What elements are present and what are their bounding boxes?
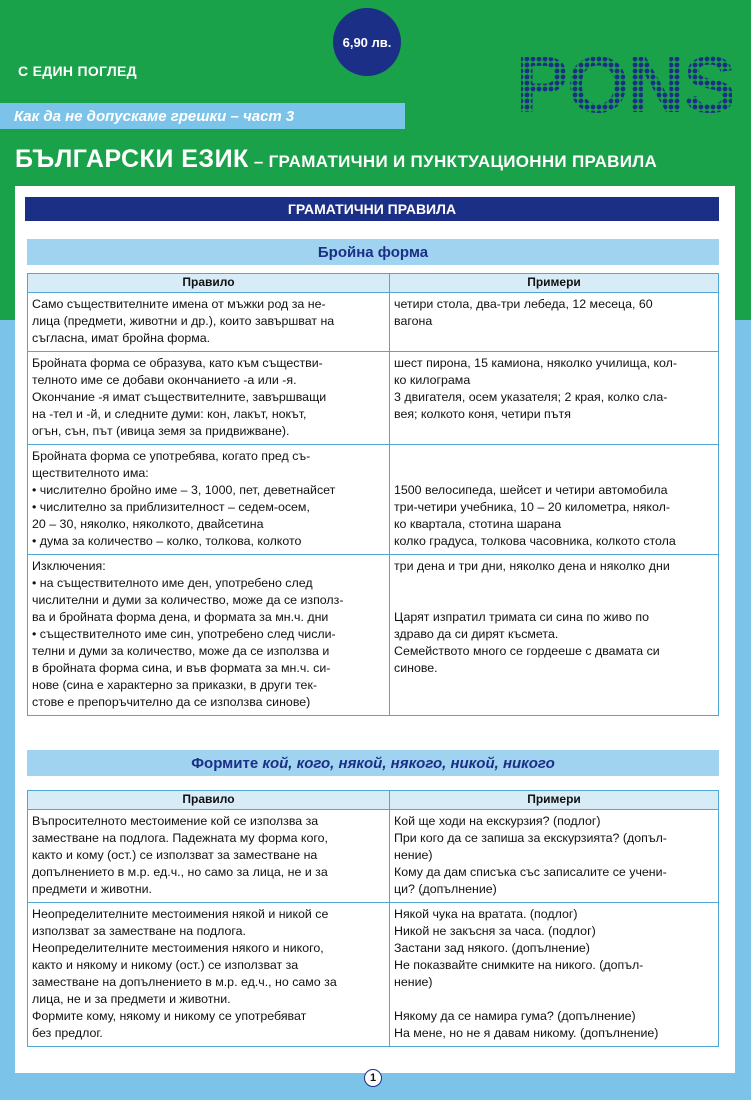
rule-line: • числително бройно име – 3, 1000, пет, деветнайсет [32, 483, 336, 497]
rule-line: Въпросителното местоимение кой се използва за [32, 814, 319, 828]
example-line: Не показвайте снимките на никого. (допъл- [394, 958, 644, 972]
rule-line: огън, сън, път (ивица земя за придвижване). [32, 424, 290, 438]
example-line: 1500 велосипеда, шейсет и четири автомобила [394, 483, 668, 497]
examples-cell [390, 810, 719, 903]
example-line: Някой чука на вратата. (подлог) [394, 907, 578, 921]
examples-cell [390, 555, 719, 716]
example-line: колко градуса, толкова часовника, колкото стола [394, 534, 676, 548]
rule-line: заместване на допълнението в м.р. ед.ч., но само за [32, 975, 337, 989]
rule-line: телни и думи за количество, може да се използва и [32, 644, 330, 658]
example-line [394, 575, 714, 592]
table1-heading: Бройна форма [27, 239, 719, 265]
example-line [394, 465, 714, 482]
table2-heading-forms: кой, кого, някой, някого, никой, никого [262, 754, 555, 772]
example-line: Кой ще ходи на екскурзия? (подлог) [394, 814, 601, 828]
rule-line: както и кому (ост.) се използват за заместване на [32, 848, 318, 862]
column-header-examples: Примери [390, 274, 719, 293]
rule-line: Бройната форма се употребява, когато пред съ- [32, 449, 311, 463]
example-line: Някому да се намира гума? (допълнение) [394, 1009, 636, 1023]
table-header-row [28, 791, 719, 810]
example-line: ко килограма [394, 373, 471, 387]
example-line: три дена и три дни, няколко дена и няколко дни [394, 559, 670, 573]
example-line: три-четири учебника, 10 – 20 километра, някол- [394, 500, 670, 514]
section-heading: ГРАМАТИЧНИ ПРАВИЛА [25, 197, 719, 221]
rule-cell [28, 352, 390, 445]
pons-logo-dots [518, 50, 732, 118]
example-line: четири стола, два-три лебеда, 12 месеца, 60 [394, 297, 653, 311]
example-line: При кого да се запиша за екскурзията? (допъл- [394, 831, 667, 845]
example-line: На мене, но не я давам никому. (допълнение) [394, 1026, 659, 1040]
column-header-rule: Правило [28, 791, 390, 810]
page-title-sub: – ГРАМАТИЧНИ И ПУНКТУАЦИОННИ ПРАВИЛА [248, 152, 658, 171]
example-line: синове. [394, 661, 438, 675]
table-row [28, 352, 719, 445]
example-line: Царят изпратил тримата си сина по живо по [394, 610, 649, 624]
rule-line: използват за заместване на подлога. [32, 924, 246, 938]
rule-line: както и някому и никому (ост.) се използват за [32, 958, 299, 972]
example-line [394, 991, 714, 1008]
rule-line: Изключения: [32, 559, 106, 573]
rule-line: съгласна, имат бройна форма. [32, 331, 211, 345]
example-line [394, 592, 714, 609]
rule-line: ва и бройната форма дена, и формата за мн.ч. дни [32, 610, 329, 624]
series-label: С ЕДИН ПОГЛЕД [18, 63, 137, 79]
rule-line: в бройната форма сина, и във формата за мн.ч. си- [32, 661, 331, 675]
rule-line: числителни и думи за количество, може да се използ- [32, 593, 344, 607]
rule-line: • на съществителното име ден, употребено след [32, 576, 313, 590]
table-row [28, 555, 719, 716]
rule-line: заместване на подлога. Падежната му форма кого, [32, 831, 328, 845]
rule-cell [28, 903, 390, 1047]
rule-line: Неопределителните местоимения някой и никой се [32, 907, 329, 921]
example-line: Семейството много се гордееше с двамата си [394, 644, 660, 658]
price-badge: 6,90 лв. [333, 8, 401, 76]
rule-line: лица, не и за предмети и животни. [32, 992, 231, 1006]
rule-line: 20 – 30, няколко, няколкото, двайсетина [32, 517, 264, 531]
table-row [28, 445, 719, 555]
table-counting-form [27, 273, 719, 716]
page-number: 1 [364, 1069, 382, 1087]
example-line: ци? (допълнение) [394, 882, 497, 896]
example-line: Никой не закъсня за часа. (подлог) [394, 924, 596, 938]
rule-line: Неопределителните местоимения някого и никого, [32, 941, 324, 955]
table2-heading [27, 750, 719, 776]
rule-line: • числително за приблизителност – седем-осем, [32, 500, 310, 514]
example-line: вагона [394, 314, 433, 328]
table-row [28, 293, 719, 352]
rule-cell [28, 810, 390, 903]
example-line: ко квартала, стотина шарана [394, 517, 562, 531]
rule-line: предмети и животни. [32, 882, 153, 896]
example-line: Кому да дам списъка със записалите се учени- [394, 865, 667, 879]
rule-line: нове (сина е характерно за приказки, в други тек- [32, 678, 317, 692]
rule-cell [28, 555, 390, 716]
rule-line: на -тел и -й, и следните думи: кон, лакът, нокът, [32, 407, 307, 421]
example-line: вея; колкото коня, четири пътя [394, 407, 571, 421]
examples-cell [390, 352, 719, 445]
example-line [394, 448, 714, 465]
example-line: Застани зад някого. (допълнение) [394, 941, 590, 955]
examples-cell [390, 293, 719, 352]
rule-line: Формите кому, някому и никому се употребяват [32, 1009, 307, 1023]
page-title [15, 145, 657, 174]
rule-line: Бройната форма се образува, като към съществи- [32, 356, 323, 370]
logo-text: PONS [518, 50, 732, 118]
table-row [28, 810, 719, 903]
table-pronoun-forms [27, 790, 719, 1047]
rule-line: • съществителното име син, употребено след числи- [32, 627, 336, 641]
subtitle-bar: Как да не допускаме грешки – част 3 [0, 103, 405, 129]
rule-line: • дума за количество – колко, толкова, колкото [32, 534, 302, 548]
pons-logo [518, 50, 732, 118]
examples-cell [390, 445, 719, 555]
rule-cell [28, 293, 390, 352]
example-line: 3 двигателя, осем указателя; 2 края, колко сла- [394, 390, 668, 404]
example-line: здраво да си дирят късмета. [394, 627, 559, 641]
examples-cell [390, 903, 719, 1047]
column-header-examples: Примери [390, 791, 719, 810]
rule-line: Само съществителните имена от мъжки род за не- [32, 297, 326, 311]
table-row [28, 903, 719, 1047]
table-header-row [28, 274, 719, 293]
rule-line: допълнението в м.р. ед.ч., но само за лица, не и за [32, 865, 328, 879]
example-line: нение) [394, 848, 433, 862]
rule-line: стове е препоръчително да се използва синове) [32, 695, 311, 709]
example-line: нение) [394, 975, 433, 989]
rule-line: лица (предмети, животни и др.), които завършват на [32, 314, 335, 328]
rule-line: Окончание -я имат съществителните, завършващи [32, 390, 327, 404]
column-header-rule: Правило [28, 274, 390, 293]
page-title-main: БЪЛГАРСКИ ЕЗИК [15, 145, 249, 173]
rule-line: без предлог. [32, 1026, 103, 1040]
table2-heading-prefix: Формите [191, 754, 263, 772]
rule-line: ществителното има: [32, 466, 149, 480]
rule-line: телното име се добави окончанието -а или -я. [32, 373, 297, 387]
rule-cell [28, 445, 390, 555]
example-line: шест пирона, 15 камиона, няколко училища, кол- [394, 356, 678, 370]
